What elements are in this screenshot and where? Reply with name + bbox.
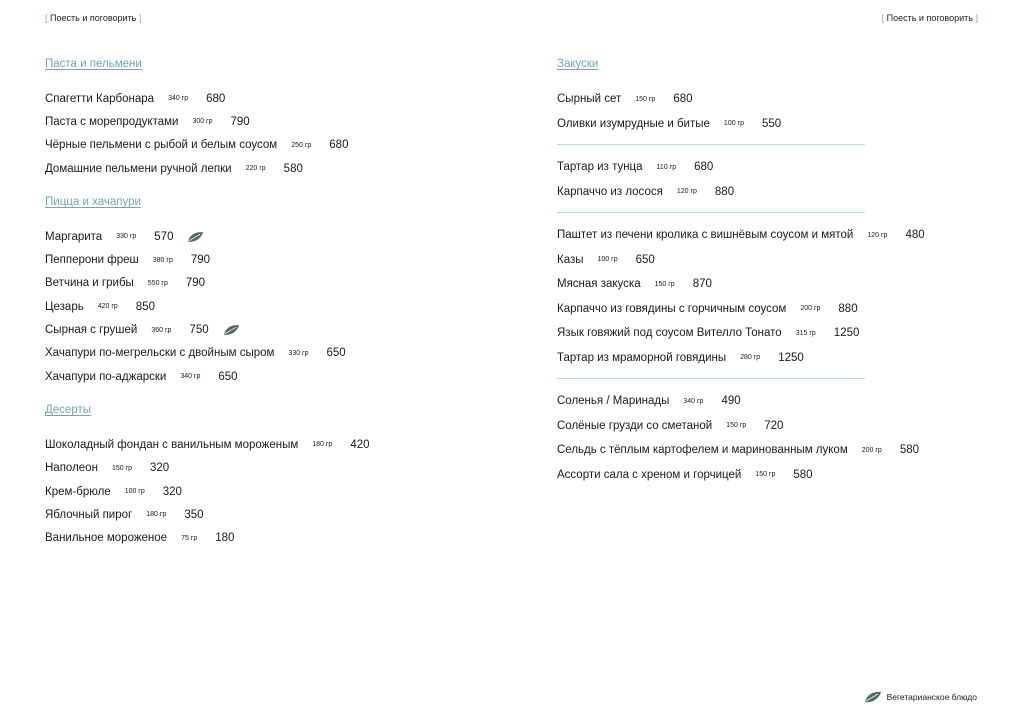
dish-weight: 120 гр xyxy=(867,231,888,239)
menu-section xyxy=(45,194,515,388)
menu-item xyxy=(557,87,987,112)
dish-name: Наполеон xyxy=(45,462,98,475)
dish-weight: 100 гр xyxy=(723,120,744,128)
dish-weight: 150 гр xyxy=(111,464,133,472)
dish-price: 550 xyxy=(762,117,782,130)
dish-name: Шоколадный фондан с ванильным мороженым xyxy=(45,438,299,451)
menu-item xyxy=(557,389,987,414)
menu-group xyxy=(557,155,987,204)
dish-name: Крем-брюле xyxy=(45,485,111,498)
dish-weight: 150 гр xyxy=(654,280,675,288)
dish-name: Цезарь xyxy=(45,300,84,313)
dish-weight: 330 гр xyxy=(288,349,309,357)
left-column xyxy=(45,56,515,564)
dish-price: 320 xyxy=(150,462,170,475)
dish-weight: 280 гр xyxy=(740,354,761,362)
dish-name: Хачапури по-мегрельски с двойным сыром xyxy=(45,347,275,360)
dish-price: 650 xyxy=(326,347,346,360)
menu-item xyxy=(45,134,515,157)
dish-weight: 150 гр xyxy=(755,471,776,479)
dish-name: Паста с морепродуктами xyxy=(45,115,179,128)
dish-weight: 200 гр xyxy=(800,305,821,313)
menu-group xyxy=(557,87,987,136)
leaf-icon xyxy=(223,324,240,336)
dish-weight: 315 гр xyxy=(795,329,816,337)
header-right-label: Поесть и поговорить xyxy=(886,13,973,23)
dish-name: Казы xyxy=(557,253,584,266)
menu-item xyxy=(557,321,987,346)
dish-name: Мясная закуска xyxy=(557,278,641,291)
dish-price: 1250 xyxy=(778,351,804,364)
dish-price: 720 xyxy=(764,419,784,432)
dish-price: 570 xyxy=(154,230,174,243)
menu-group xyxy=(557,389,987,487)
dish-weight: 340 гр xyxy=(180,373,201,381)
dish-name: Ванильное мороженое xyxy=(45,532,168,545)
dish-name: Солёные грузди со сметаной xyxy=(557,419,713,432)
dish-price: 790 xyxy=(230,115,250,128)
menu-section xyxy=(45,56,515,180)
menu-item xyxy=(557,272,987,297)
menu-section xyxy=(45,402,515,549)
dish-name: Оливки изумрудные и битые xyxy=(557,117,710,130)
bracket-close: ] xyxy=(138,13,142,23)
menu-group xyxy=(557,223,987,370)
vegetarian-legend xyxy=(864,691,977,703)
dish-weight: 340 гр xyxy=(683,397,704,405)
menu-item xyxy=(557,463,987,488)
dish-price: 880 xyxy=(714,185,735,198)
dish-price: 420 xyxy=(350,438,370,451)
menu-item xyxy=(557,438,987,463)
menu-item xyxy=(45,110,515,133)
header-left-label: Поесть и поговорить xyxy=(50,13,137,23)
dish-price: 850 xyxy=(135,300,155,313)
dish-price: 320 xyxy=(162,485,182,498)
menu-item xyxy=(557,414,987,439)
menu-item xyxy=(45,503,515,526)
dish-name: Ветчина и грибы xyxy=(45,277,134,290)
dish-weight: 150 гр xyxy=(635,95,656,103)
dish-weight: 150 гр xyxy=(726,422,747,430)
leaf-icon xyxy=(864,691,882,703)
dish-weight: 420 гр xyxy=(97,303,118,311)
dish-weight: 220 гр xyxy=(245,165,266,173)
dish-price: 480 xyxy=(905,229,925,242)
dish-name: Карпаччо из говядины с горчичным соусом xyxy=(557,302,787,315)
divider xyxy=(557,212,865,213)
menu-item xyxy=(45,480,515,503)
dish-weight: 200 гр xyxy=(861,446,882,454)
dish-price: 680 xyxy=(329,139,349,152)
menu-item xyxy=(45,318,515,341)
dish-name: Тартар из тунца xyxy=(557,161,643,174)
dish-price: 490 xyxy=(721,395,741,408)
menu-item xyxy=(557,155,987,180)
dish-price: 870 xyxy=(692,278,712,291)
menu-item xyxy=(45,365,515,388)
dish-name: Яблочный пирог xyxy=(45,508,133,521)
dish-name: Хачапури по-аджарски xyxy=(45,370,167,383)
dish-price: 750 xyxy=(189,324,209,337)
dish-name: Пепперони фреш xyxy=(45,254,139,267)
header-left xyxy=(45,13,141,23)
dish-name: Сельдь с тёплым картофелем и маринованным луком xyxy=(557,444,848,457)
menu-item xyxy=(45,248,515,271)
section-title: Десерты xyxy=(45,404,92,417)
menu-item xyxy=(45,157,515,180)
menu-item xyxy=(45,225,515,248)
dish-weight: 75 гр xyxy=(181,534,198,542)
menu-item xyxy=(45,342,515,365)
dish-weight: 550 гр xyxy=(147,279,168,287)
menu-item xyxy=(45,272,515,295)
dish-price: 650 xyxy=(635,253,655,266)
dish-name: Домашние пельмени ручной лепки xyxy=(45,162,232,175)
divider xyxy=(557,144,865,145)
dish-price: 680 xyxy=(673,93,693,106)
dish-name: Тартар из мраморной говядины xyxy=(557,351,727,364)
dish-weight: 180 гр xyxy=(312,441,333,449)
dish-name: Сырный сет xyxy=(557,93,622,106)
dish-price: 790 xyxy=(190,254,211,267)
menu-item xyxy=(557,112,987,137)
dish-name: Карпаччо из лосося xyxy=(557,185,663,198)
menu-item xyxy=(557,346,987,371)
dish-name: Сырная с грушей xyxy=(45,324,138,337)
dish-price: 1250 xyxy=(833,327,860,340)
dish-weight: 340 гр xyxy=(168,95,189,103)
menu-item xyxy=(557,180,987,205)
menu-item xyxy=(45,457,515,480)
dish-price: 180 xyxy=(215,532,235,545)
dish-price: 650 xyxy=(218,370,238,383)
dish-weight: 100 гр xyxy=(597,256,618,264)
dish-weight: 100 гр xyxy=(124,488,145,495)
dish-price: 350 xyxy=(184,508,204,521)
section-title: Паста и пельмени xyxy=(45,58,142,70)
header-right xyxy=(882,13,978,23)
dish-price: 880 xyxy=(838,302,858,315)
divider xyxy=(557,378,865,379)
dish-name: Спагетти Карбонара xyxy=(45,92,155,105)
dish-weight: 300 гр xyxy=(192,118,213,126)
menu-item xyxy=(557,297,987,322)
dish-name: Чёрные пельмени с рыбой и белым соусом xyxy=(45,139,278,152)
dish-weight: 380 гр xyxy=(152,256,173,264)
dish-weight: 330 гр xyxy=(116,233,137,241)
right-column xyxy=(557,56,987,487)
section-title: Закуски xyxy=(557,58,599,70)
dish-weight: 120 гр xyxy=(676,188,697,196)
menu-item xyxy=(45,87,515,110)
menu-item xyxy=(557,248,987,273)
dish-price: 680 xyxy=(206,92,226,105)
legend-label: Вегетарианское блюдо xyxy=(886,692,977,702)
dish-name: Соленья / Маринады xyxy=(557,395,670,408)
leaf-icon xyxy=(187,231,204,243)
menu-item xyxy=(45,295,515,318)
bracket-open: [ xyxy=(45,13,48,23)
dish-weight: 110 гр xyxy=(656,163,677,171)
menu-item xyxy=(557,223,987,248)
dish-name: Язык говяжий под соусом Вителло Тонато xyxy=(557,327,782,340)
dish-name: Маргарита xyxy=(45,230,103,243)
dish-name: Ассорти сала с хреном и горчицей xyxy=(557,468,742,481)
dish-price: 790 xyxy=(185,277,206,290)
dish-weight: 180 гр xyxy=(146,511,167,519)
dish-price: 580 xyxy=(899,444,919,457)
menu-item xyxy=(45,526,515,549)
dish-price: 580 xyxy=(283,162,303,175)
section-title: Пицца и хачапури xyxy=(45,196,141,209)
bracket-close: ] xyxy=(975,13,978,23)
dish-price: 680 xyxy=(694,161,714,174)
bracket-open: [ xyxy=(881,13,885,23)
dish-name: Паштет из печени кролика с вишнёвым соусом и мятой xyxy=(557,229,854,242)
dish-price: 580 xyxy=(793,468,813,481)
menu-item xyxy=(45,433,515,456)
dish-weight: 250 гр xyxy=(291,141,312,149)
dish-weight: 360 гр xyxy=(151,326,172,334)
